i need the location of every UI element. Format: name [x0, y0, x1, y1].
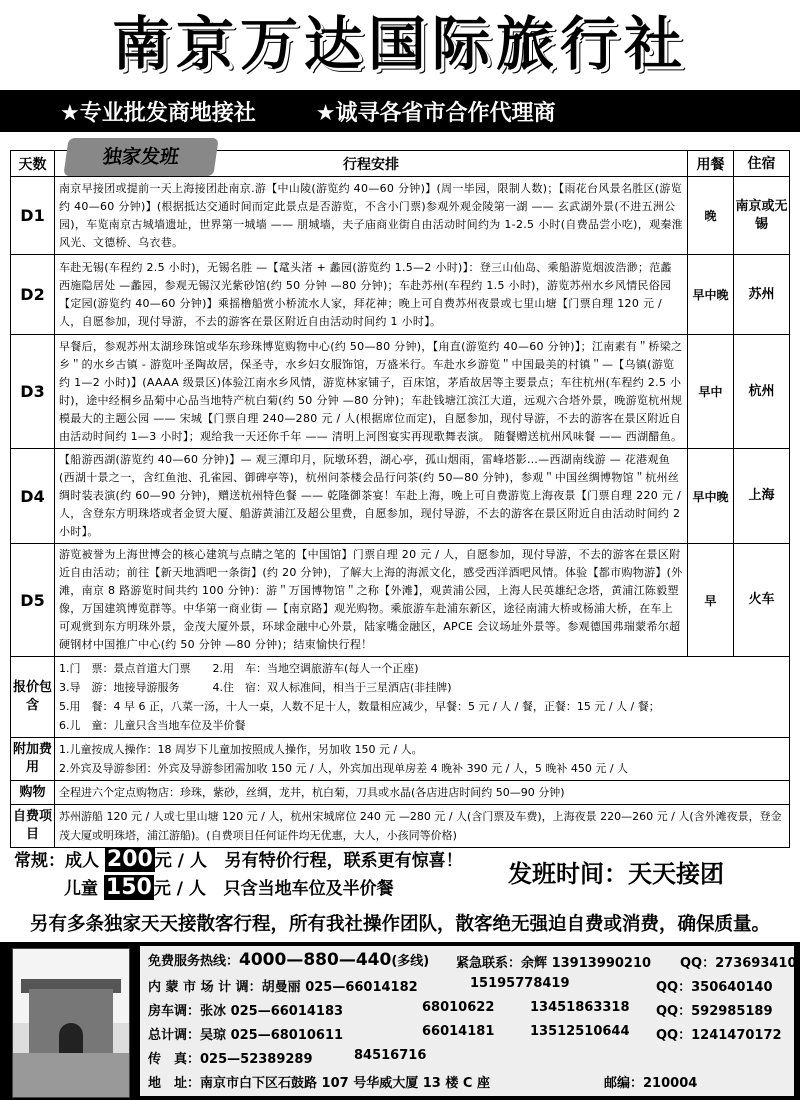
day-itinerary: 【船游西湖(游览约 40—60 分钟)】— 观三潭印月，阮墩环碧，湖心亭，孤山烟雨，雷峰塔影…—西湖南线游 — 花港观鱼(西湖十景之一，含红鱼池、孔雀园、御碑亭等)，杭州问茶楼会品行问茶(约 50—80 分钟)，参观＂中国丝绸博物馆＂杭州丝绸时装表演(约 60—90 分钟)，赠送杭州特色餐 —— 乾隆御茶宴！车赴上海，晚上可自费游览上海夜景【门票自理 220 元 / 人，含登东方明珠塔或者金贸大厦、船游黄浦江及超公里费，自愿参加，现付导游，不去的游客在景区附近自由活动时间约 2 小时】。	[55, 449, 688, 544]
inner-name: 胡曼丽	[261, 980, 301, 995]
postcode-value: 210004	[643, 1076, 698, 1091]
chief-tel[interactable]: 025—68010611	[230, 1028, 344, 1043]
price-label: 常规：	[14, 851, 65, 871]
emergency-phone[interactable]: 13913990210	[551, 956, 652, 971]
day-stay: 火车	[734, 544, 790, 657]
room-label: 房车调：	[148, 1004, 201, 1019]
price-include-label: 报价包含	[11, 657, 55, 738]
child-price: 150	[105, 875, 152, 900]
col-stay-header: 住宿	[734, 151, 790, 177]
fax-number-2[interactable]: 84516716	[354, 1048, 427, 1063]
price-include-line: 1.门 票：景点首道大门票 2.用 车：当地空调旅游车(每人一个正座)	[59, 662, 419, 675]
optional-text: 苏州游船 120 元 / 人或七里山塘 120 元 / 人，杭州宋城席位 240 元 —280 元 / 人(含门票及车费)，上海夜景 220—260 元 / 人(含外滩夜景，登金茂大厦或明珠塔，浦江游船)。(自费项目任何证件均无优惠，大人，小孩同等价格)	[55, 805, 790, 848]
chief-contact-row	[148, 1024, 343, 1043]
fax-row	[148, 1048, 313, 1067]
day-label: D2	[11, 255, 55, 335]
extra-fee-label: 附加费用	[11, 738, 55, 781]
day-meal: 早中	[688, 335, 734, 449]
day-label: D3	[11, 335, 55, 449]
departure-info: 发班时间：天天接团	[508, 860, 724, 888]
picture-ground	[13, 1053, 129, 1097]
adult-label: 成人	[65, 851, 99, 871]
col-day-header: 天数	[11, 151, 55, 177]
quality-note: 另有多条独家天天接散客行程，所有我社操作团队，散客绝无强迫自费或消费，确保质量。	[0, 908, 800, 942]
price-include-line: 3.导 游：地接导游服务 4.住 宿：双人标准间，相当于三星酒店(非挂牌)	[59, 681, 452, 694]
child-note: 只含当地车位及半价餐	[223, 879, 394, 899]
fax-label: 传 真：	[148, 1052, 201, 1067]
child-unit: 元 / 人	[153, 879, 206, 899]
slogan-wholesale: ★专业批发商地接社	[60, 100, 256, 126]
extra-fee-list	[55, 738, 790, 781]
day-label: D5	[11, 544, 55, 657]
emergency-qq[interactable]: QQ：273693410	[680, 956, 797, 971]
slogan-agents: ★诚寻各省市合作代理商	[315, 100, 556, 126]
day-stay: 杭州	[734, 335, 790, 449]
extra-fee-row	[11, 738, 790, 781]
postcode-label: 邮编：	[604, 1076, 644, 1091]
slogan-banner	[0, 90, 800, 132]
emergency-label: 紧急联系：	[456, 956, 522, 971]
agency-title: 南京万达国际旅行社	[111, 10, 688, 78]
room-name: 张冰	[200, 1004, 227, 1019]
child-label: 儿童	[64, 879, 98, 899]
adult-price-row	[14, 846, 463, 872]
price-section	[0, 842, 800, 904]
hotline-row	[148, 950, 429, 970]
address-label: 地 址：	[148, 1076, 201, 1091]
extra-fee-line: 1.儿童按成人操作：18 周岁下儿童加按照成人操作，另加收 150 元 / 人。	[59, 743, 423, 756]
hotline-number[interactable]: 4000—880—440	[239, 950, 392, 970]
price-include-line: 5.用 餐：4 早 6 正，八菜一汤，十人一桌，人数不足十人，数量相应减少，早餐：5 元 / 人 / 餐，正餐：15 元 / 人 / 餐；	[59, 700, 660, 713]
inner-contact-row	[148, 976, 418, 995]
shopping-row	[11, 781, 790, 805]
day-meal: 早	[688, 544, 734, 657]
adult-note: 另有特价行程，联系更有惊喜！	[224, 851, 463, 871]
chief-mobile[interactable]: 13512510644	[530, 1024, 630, 1039]
day-stay: 上海	[734, 449, 790, 544]
col-meal-header: 用餐	[688, 151, 734, 177]
inner-label: 内 蒙 市 场 计 调：	[148, 980, 262, 995]
day-row-d5	[11, 544, 790, 657]
itinerary-table	[10, 150, 790, 848]
day-itinerary: 游览被誉为上海世博会的核心建筑与点睛之笔的【中国馆】门票自理 20 元 / 人，自愿参加，现付导游，不去的游客在景区附近自由活动；前往【新天地酒吧一条街】(约 20 分钟)，了解大上海的海派文化，感受西洋酒吧风情。体验【都市购物游】(外滩，南京 8 路游览时间共约 100 分钟)：游＂万国博物馆＂之称【外滩】，观黄浦公园，上海人民英雄纪念塔，黄浦江陈毅塑像，万国建筑博览群等。中华第一商业街 —【南京路】观光购物。乘旅游车赴浦东新区，途径南浦大桥或杨浦大桥，在车上可观赏到东方明珠外景，金茂大厦外景，环球金融中心外景，陆家嘴金融区，APCE 会议场址外景等。参观德国弗瑞蒙希尔超硬钢材中国推广中心(约 50 分钟 —80 分钟)；结束愉快行程！	[55, 544, 688, 657]
picture-arch	[59, 1023, 83, 1053]
chief-name: 吴琼	[200, 1028, 227, 1043]
day-row-d1	[11, 177, 790, 255]
room-contact-row	[148, 1000, 343, 1019]
emergency-name: 余辉	[521, 956, 548, 971]
day-row-d4	[11, 449, 790, 544]
gate-picture	[12, 948, 130, 1098]
room-qq[interactable]: QQ：592985189	[656, 1004, 773, 1019]
extra-fee-line: 2.外宾及导游参团：外宾及导游参团需加收 150 元 / 人，外宾加出现单房差 4 晚补 390 元 / 人，5 晚补 450 元 / 人	[59, 762, 629, 775]
price-include-line: 6.儿 童：儿童只含当地车位及半价餐	[59, 719, 246, 732]
day-meal: 早中晚	[688, 449, 734, 544]
price-include-row	[11, 657, 790, 738]
day-meal: 晚	[688, 177, 734, 255]
room-tel2[interactable]: 68010622	[422, 1000, 495, 1015]
inner-tel[interactable]: 025—66014182	[305, 980, 418, 995]
emergency-contact	[456, 952, 651, 971]
day-label: D4	[11, 449, 55, 544]
day-stay: 南京或无锡	[734, 177, 790, 255]
day-row-d2	[11, 255, 790, 335]
fax-number[interactable]: 025—52389289	[200, 1052, 313, 1067]
day-row-d3	[11, 335, 790, 449]
shopping-label: 购物	[11, 781, 55, 805]
address-row	[148, 1072, 490, 1091]
chief-qq[interactable]: QQ：1241470172	[656, 1028, 782, 1043]
hotline-label: 免费服务热线：	[148, 954, 240, 969]
chief-label: 总计调：	[148, 1028, 201, 1043]
exclusive-tag: 独家发班	[63, 138, 218, 176]
col-itinerary-header: 行程安排	[55, 151, 688, 177]
room-mobile[interactable]: 13451863318	[530, 1000, 630, 1015]
optional-label: 自费项目	[11, 805, 55, 848]
child-price-row	[64, 874, 394, 900]
day-itinerary: 南京早接团或提前一天上海接团赴南京.游【中山陵(游览约 40—60 分钟)】(周一毕园，限制人数)；【雨花台风景名胜区(游览约 40—60 分钟)】(根据抵达交通时间而定此景点是否游览，不含小门票)参观外观金陵第一湖 —— 玄武湖外景(不进五洲公园)，车览南京古城墙遗址，世界第一城墙 —— 朋城墙，夫子庙商业街自由活动时间约为 1-2.5 小时(自费品尝小吃)，观秦淮风光、文德桥、乌衣巷。	[55, 177, 688, 255]
adult-unit: 元 / 人	[154, 851, 207, 871]
adult-price: 200	[106, 847, 153, 872]
price-include-list	[55, 657, 790, 738]
inner-mobile[interactable]: 15195778419	[470, 976, 570, 991]
chief-tel2[interactable]: 66014181	[422, 1024, 495, 1039]
hotline-suffix: (多线)	[391, 954, 430, 969]
postcode	[604, 1072, 697, 1091]
header	[0, 0, 800, 90]
day-itinerary: 早餐后，参观苏州太湖珍珠馆或华东珍珠博览购物中心(约 50—80 分钟)，【甪直(游览约 40—60 分钟)】；江南素有＂桥梁之乡＂的水乡古镇 - 游览叶圣陶故居，保圣寺，水乡妇女服饰馆，万盛米行。车赴水乡游览＂中国最美的村镇＂—【乌镇(游览约 1—2 小时)】(AAAA 级景区)体验江南水乡风情，游览林家铺子，百床馆，茅盾故居等主要景点；车往杭州(车程约 2.5 小时)，途中经桐乡品菊中心品当地特产杭白菊(约 50 分钟 —80 分钟)；车赴钱塘江滨江大道，远观六合塔外景，晚游览杭州规模最大的主题公园 —— 宋城【门票自理 240—280 元 / 人(根据席位而定)，自愿参加，现付导游，不去的游客在景区附近自由活动时间约 1—3 小时】；观给我一天还你千年 —— 清明上河图宴实再现歌舞表演。 随餐赠送杭州风味餐 —— 西湖醋鱼。	[55, 335, 688, 449]
contact-panel	[140, 946, 797, 1096]
day-stay: 苏州	[734, 255, 790, 335]
inner-qq[interactable]: QQ：350640140	[656, 980, 773, 995]
day-itinerary: 车赴无锡(车程约 2.5 小时)，无锡名胜 —【鼋头渚 + 蠡园(游览约 1.5—2 小时)】：登三山仙岛、乘船游览烟波浩渺；范蠡西施隐居处 —蠡园，参观无锡汉光紫砂馆(约 50 分钟 —80 分钟)；车赴苏州(车程约 1.5 小时)，游览苏州水乡风情民俗园【定园(游览约 40—60 分钟)】乘摇橹船赏小桥流水人家，拜花神；晚上可自费苏州夜景或七里山塘【门票自理 120 元 / 人，自愿参加，现付导游，不去的游客在景区附近自由活动时间约 1 小时】。	[55, 255, 688, 335]
day-label: D1	[11, 177, 55, 255]
shopping-text: 全程进六个定点购物店：珍珠，紫砂，丝绸，龙井，杭白菊，刀具或水晶(各店进店时间约 50—90 分钟)	[55, 781, 790, 805]
day-meal: 早中晚	[688, 255, 734, 335]
address-text: 南京市白下区石鼓路 107 号华威大厦 13 楼 C 座	[200, 1076, 490, 1091]
room-tel[interactable]: 025—66014183	[230, 1004, 344, 1019]
